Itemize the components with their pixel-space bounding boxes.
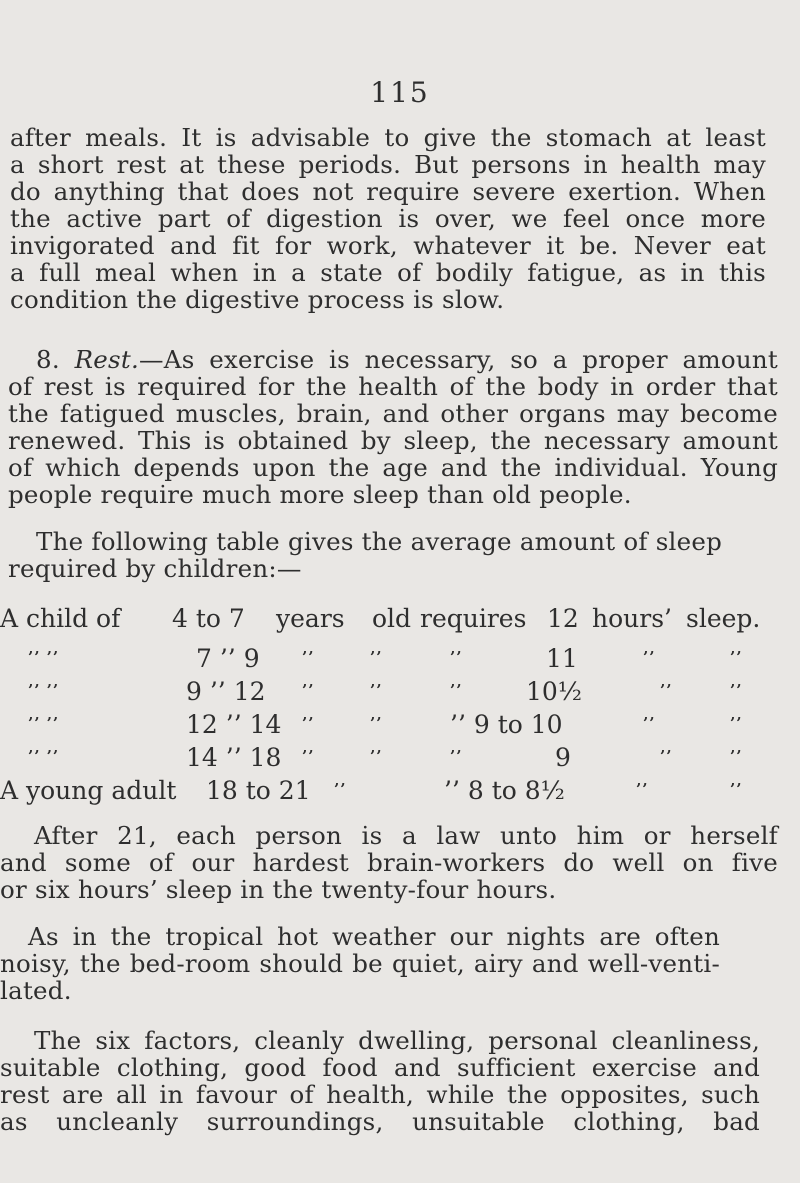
section-heading: Rest. bbox=[74, 345, 139, 374]
table-cell: ’’ ’’ bbox=[28, 714, 60, 732]
text-line: a full meal when in a state of bodily fatigue, as in this bbox=[10, 258, 766, 287]
text-line: The following table gives the average amount of sleep bbox=[36, 527, 723, 556]
table-cell: ’’ bbox=[302, 747, 315, 765]
table-cell: ’’ bbox=[643, 648, 656, 666]
text-line: suitable clothing, good food and sufficient exercise and bbox=[0, 1053, 760, 1082]
paragraph-after-21 bbox=[0, 822, 800, 903]
text-fragment: —As exercise is necessary, so a proper amount bbox=[139, 345, 778, 374]
table-cell: 12 bbox=[547, 604, 579, 633]
table-cell: 4 to 7 bbox=[172, 604, 245, 633]
table-cell: ’’ bbox=[730, 780, 743, 798]
paragraph-rest bbox=[0, 346, 800, 508]
table-cell: ’’ bbox=[370, 747, 383, 765]
table-cell: 14 ’’ 18 bbox=[186, 743, 282, 772]
table-cell: ’’ bbox=[450, 648, 463, 666]
table-cell: ’’ bbox=[660, 681, 673, 699]
text-line: the active part of digestion is over, we feel once more bbox=[10, 204, 766, 233]
text-line: do anything that does not require severe exertion. When bbox=[10, 177, 766, 206]
text-line: noisy, the bed-room should be quiet, airy and well-venti- bbox=[0, 949, 720, 978]
text-line: or six hours’ sleep in the twenty-four hours. bbox=[0, 875, 557, 904]
section-number: 8. bbox=[36, 345, 60, 374]
text-line: of rest is required for the health of the body in order that bbox=[8, 372, 778, 401]
table-cell: ’’ bbox=[636, 780, 649, 798]
text-line: required by children:— bbox=[8, 554, 302, 583]
table-cell: ’’ bbox=[302, 648, 315, 666]
table-cell: ’’ ’’ bbox=[28, 648, 60, 666]
paragraph-digestion bbox=[0, 124, 800, 313]
text-line: after meals. It is advisable to give the stomach at least bbox=[10, 123, 766, 152]
table-cell: 10½ bbox=[526, 677, 583, 706]
text-line: After 21, each person is a law unto him or herself bbox=[34, 821, 778, 850]
text-line: as uncleanly surroundings, unsuitable clothing, bad bbox=[0, 1107, 760, 1136]
text-line: the fatigued muscles, brain, and other organs may become bbox=[8, 399, 778, 428]
table-cell: 12 ’’ 14 bbox=[186, 710, 282, 739]
table-cell: ’’ bbox=[302, 714, 315, 732]
table-cell: ’’ bbox=[730, 747, 743, 765]
text-line: of which depends upon the age and the individual. Young bbox=[8, 453, 778, 482]
table-cell: old bbox=[372, 604, 412, 633]
table-cell: ’’ 8 to 8½ bbox=[444, 776, 565, 805]
table-cell: 7 ’’ 9 bbox=[196, 644, 260, 673]
text-line: a short rest at these periods. But persons in health may bbox=[10, 150, 766, 179]
table-cell: ’’ bbox=[730, 648, 743, 666]
table-cell: ’’ bbox=[370, 681, 383, 699]
table-cell: 9 bbox=[555, 743, 571, 772]
table-cell: ’’ bbox=[370, 648, 383, 666]
paragraph-six-factors bbox=[0, 1027, 800, 1135]
table-cell: ’’ bbox=[370, 714, 383, 732]
table-cell: A child of bbox=[0, 604, 121, 633]
table-cell: requires bbox=[420, 604, 527, 633]
table-cell: ’’ bbox=[660, 747, 673, 765]
table-cell: ’’ bbox=[643, 714, 656, 732]
text-line: lated. bbox=[0, 976, 72, 1005]
table-cell: 11 bbox=[546, 644, 578, 673]
text-line: invigorated and fit for work, whatever it be. Never eat bbox=[10, 231, 766, 260]
page-number: 115 bbox=[370, 76, 430, 109]
text-line: rest are all in favour of health, while the opposites, such bbox=[0, 1080, 760, 1109]
text-line bbox=[8, 346, 778, 373]
text-line: and some of our hardest brain-workers do well on five bbox=[0, 848, 778, 877]
paragraph-tropical bbox=[0, 923, 800, 1004]
table-cell: ’’ ’’ bbox=[28, 747, 60, 765]
table-cell: ’’ ’’ bbox=[28, 681, 60, 699]
table-cell: 18 to 21 bbox=[206, 776, 311, 805]
table-cell: 9 ’’ 12 bbox=[186, 677, 266, 706]
table-cell: years bbox=[276, 604, 345, 633]
table-cell: hours’ bbox=[592, 604, 672, 633]
table-cell: ’’ bbox=[450, 681, 463, 699]
table-cell: ’’ bbox=[730, 714, 743, 732]
text-line: renewed. This is obtained by sleep, the necessary amount bbox=[8, 426, 778, 455]
text-line: The six factors, cleanly dwelling, personal cleanliness, bbox=[34, 1026, 760, 1055]
table-cell: ’’ bbox=[730, 681, 743, 699]
text-line: As in the tropical hot weather our nights are often bbox=[28, 922, 720, 951]
table-cell: ’’ bbox=[450, 747, 463, 765]
table-cell: ’’ bbox=[334, 780, 347, 798]
table-cell: sleep. bbox=[686, 604, 761, 633]
paragraph-table-intro bbox=[0, 528, 800, 582]
table-cell: ’’ bbox=[302, 681, 315, 699]
text-line: condition the digestive process is slow. bbox=[10, 285, 505, 314]
table-cell: ’’ 9 to 10 bbox=[450, 710, 563, 739]
table-cell: A young adult bbox=[0, 776, 177, 805]
text-line: people require much more sleep than old people. bbox=[8, 480, 632, 509]
